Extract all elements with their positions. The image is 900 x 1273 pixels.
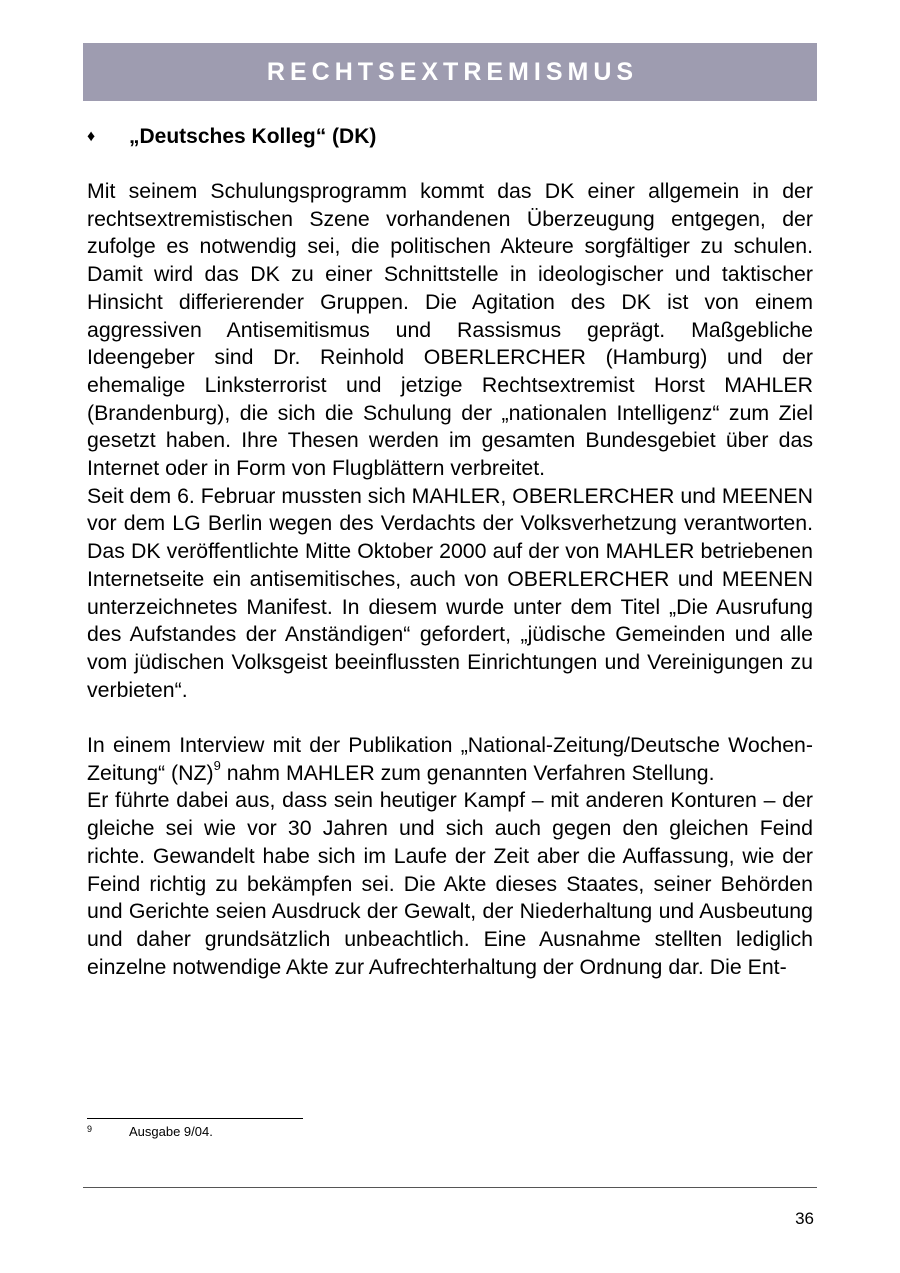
footnote-text: Ausgabe 9/04. [129,1124,213,1139]
body-text [87,178,813,981]
footnote [87,1124,213,1139]
footnote-divider [87,1118,303,1119]
footnote-number: 9 [87,1124,93,1134]
subsection-title: „Deutsches Kolleg“ (DK) [129,125,377,148]
page-number: 36 [795,1209,814,1228]
paragraph-2: Seit dem 6. Februar mussten sich MAHLER, OBERLERCHER und MEENEN vor dem LG Berlin wegen des Verdachts der Volksverhetzung verantworten. Das DK veröffentlichte Mitte Oktober 2000 auf der von MAHLER betriebenen Internetseite ein antisemitisches, auch von OBERLERCHER und MEENEN unterzeichnetes Manifest. In diesem wurde unter dem Titel „Die Ausrufung des Aufstandes der Anständigen“ gefordert, „jüdische Gemeinden und alle vom jüdischen Volksgeist beeinflussten Einrichtungen und Vereinigungen zu verbieten“. [87,483,813,702]
footnote-reference: 9 [213,757,221,773]
paragraph-3-text-a: In einem Interview mit der Publikation „National-Zeitung/Deutsche Wochen-Zeitung“ (NZ) [87,733,813,785]
section-header-title: RECHTSEXTREMISMUS [266,57,639,86]
paragraph-1: Mit seinem Schulungsprogramm kommt das DK einer allgemein in der rechtsextremistischen Szene vorhandenen Überzeugung entgegen, der zufolge es notwendig sei, die politischen Akteure sorgfältiger zu schulen. Damit wird das DK zu einer Schnittstelle in ideologischer und taktischer Hinsicht differierender Gruppen. Die Agitation des DK ist von einem aggressiven Antisemitismus und Rassismus geprägt. Maßgebliche Ideengeber sind Dr. Reinhold OBERLERCHER (Hamburg) und der ehemalige Linksterrorist und jetzige Rechtsextremist Horst MAHLER (Brandenburg), die sich die Schulung der „nationalen Intelligenz“ zum Ziel gesetzt haben. Ihre Thesen werden im gesamten Bundesgebiet über das Internet oder in Form von Flugblättern verbreitet. [87,179,813,481]
footer-divider [83,1187,817,1188]
paragraph-3-text-b: nahm MAHLER zum genannten Verfahren Stellung. [220,760,715,785]
section-header-banner [83,43,817,101]
subsection-heading [87,125,376,149]
diamond-bullet-icon: ♦ [87,128,96,145]
paragraph-3 [87,732,813,787]
paragraph-4: Er führte dabei aus, dass sein heutiger Kampf – mit anderen Konturen – der gleiche sei wie vor 30 Jahren und sich auch gegen den gleichen Feind richte. Gewandelt habe sich im Laufe der Zeit aber die Auffassung, wie der Feind richtig zu bekämpfen sei. Die Akte dieses Staates, seiner Behörden und Gerichte seien Ausdruck der Gewalt, der Niederhaltung und Ausbeutung und daher grundsätzlich unbeachtlich. Eine Ausnahme stellten lediglich einzelne notwendige Akte zur Aufrechterhaltung der Ordnung dar. Die Ent- [87,788,813,979]
